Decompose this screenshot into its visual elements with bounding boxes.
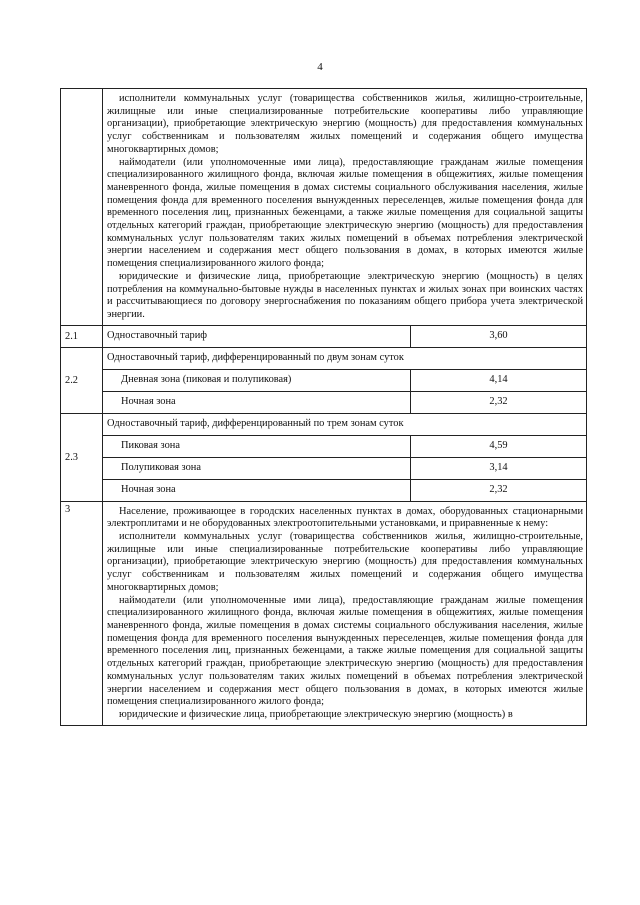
paragraph: юридические и физические лица, приобретающие электрическую энергию (мощность) в (119, 708, 513, 720)
zone-label: Дневная зона (пиковая и полупиковая) (103, 369, 411, 391)
zone-value: 4,14 (411, 369, 587, 391)
table-row-2-2 (61, 347, 587, 369)
zone-label: Ночная зона (103, 391, 411, 413)
paragraph: исполнители коммунальных услуг (товарищества собственников жилья, жилищно-строительные, жилищные или иные специализированные потребительские кооперативы либо управляющие организации), приобретающие электрическую энергию (мощность) для предоставления коммунальных услуг собственникам и пользователям жилых помещений и содержания общего имущества многоквартирных домов; (107, 93, 583, 155)
zone-row (61, 391, 587, 413)
tariff-table (60, 88, 587, 726)
zone-value: 2,32 (411, 391, 587, 413)
row-number: 2.2 (61, 347, 103, 413)
paragraph: Население, проживающее в городских населенных пунктах в домах, оборудованных стационарными электроплитами и не оборудованных электроотопительными установками, и приравненные к нему: (107, 505, 583, 530)
zone-value: 2,32 (411, 479, 587, 501)
zone-value: 3,14 (411, 457, 587, 479)
paragraph: исполнители коммунальных услуг (товарищества собственников жилья, жилищно-строительные, жилищные или иные специализированные потребительские кооперативы либо управляющие организации), приобретающие электрическую энергию (мощность) для предоставления коммунальных услуг собственникам и пользователям жилых помещений и содержания общего имущества многоквартирных домов; (107, 531, 583, 593)
table-row-block1 (61, 89, 587, 326)
paragraph: юридические и физические лица, приобретающие электрическую энергию (мощность) в целях потребления на коммунально-бытовые нужды в населенных пунктах и жилых зонах при воинских частях и рассчитывающиеся по договору энергоснабжения по показаниям общего прибора учета электрической энергии. (107, 270, 583, 320)
row-number: 2.1 (61, 325, 103, 347)
zone-row (61, 435, 587, 457)
table-row-2-3 (61, 413, 587, 435)
page-number: 4 (317, 61, 323, 73)
zone-row (61, 479, 587, 501)
zone-label: Полупиковая зона (103, 457, 411, 479)
tariff-label: Одноставочный тариф, дифференцированный по трем зонам суток (103, 413, 587, 435)
tariff-label: Одноставочный тариф, дифференцированный по двум зонам суток (103, 347, 587, 369)
tariff-value: 3,60 (411, 325, 587, 347)
zone-row (61, 369, 587, 391)
block1-text (103, 89, 587, 326)
zone-value: 4,59 (411, 435, 587, 457)
table-row-2-1 (61, 325, 587, 347)
table-row-block3 (61, 501, 587, 725)
block3-text (103, 501, 587, 725)
zone-row (61, 457, 587, 479)
row-number: 3 (61, 501, 103, 725)
zone-label: Пиковая зона (103, 435, 411, 457)
zone-label: Ночная зона (103, 479, 411, 501)
paragraph: наймодатели (или уполномоченные ими лица), предоставляющие гражданам жилые помещения специализированного жилищного фонда, включая жилые помещения в общежитиях, жилые помещения маневренного фонда, жилые помещения в домах системы социального обслуживания населения, жилые помещения фонда для временного поселения вынужденных переселенцев, жилые помещения фонда для временного поселения лиц, признанных беженцами, а также жилые помещения для социальной защиты отдельных категорий граждан, приобретающие электрическую энергию (мощность) для предоставления коммунальных услуг пользователям таких жилых помещений в объемах потребления электрической энергии населением и содержания мест общего пользования в домах, в которых имеются жилые помещения специализированного жилого фонда; (107, 594, 583, 708)
tariff-label: Одноставочный тариф (103, 325, 411, 347)
row-number (61, 89, 103, 326)
row-number: 2.3 (61, 413, 103, 501)
paragraph: наймодатели (или уполномоченные ими лица), предоставляющие гражданам жилые помещения специализированного жилищного фонда, включая жилые помещения в общежитиях, жилые помещения маневренного фонда, жилые помещения в домах системы социального обслуживания населения, жилые помещения фонда для временного поселения вынужденных переселенцев, жилые помещения фонда для временного поселения лиц, признанных беженцами, а также жилые помещения для социальной защиты отдельных категорий граждан, приобретающие электрическую энергию (мощность) для предоставления коммунальных услуг пользователям таких жилых помещений в объемах потребления электрической энергии населением и содержания мест общего пользования в домах, в которых имеются жилые помещения специализированного жилого фонда; (107, 156, 583, 270)
